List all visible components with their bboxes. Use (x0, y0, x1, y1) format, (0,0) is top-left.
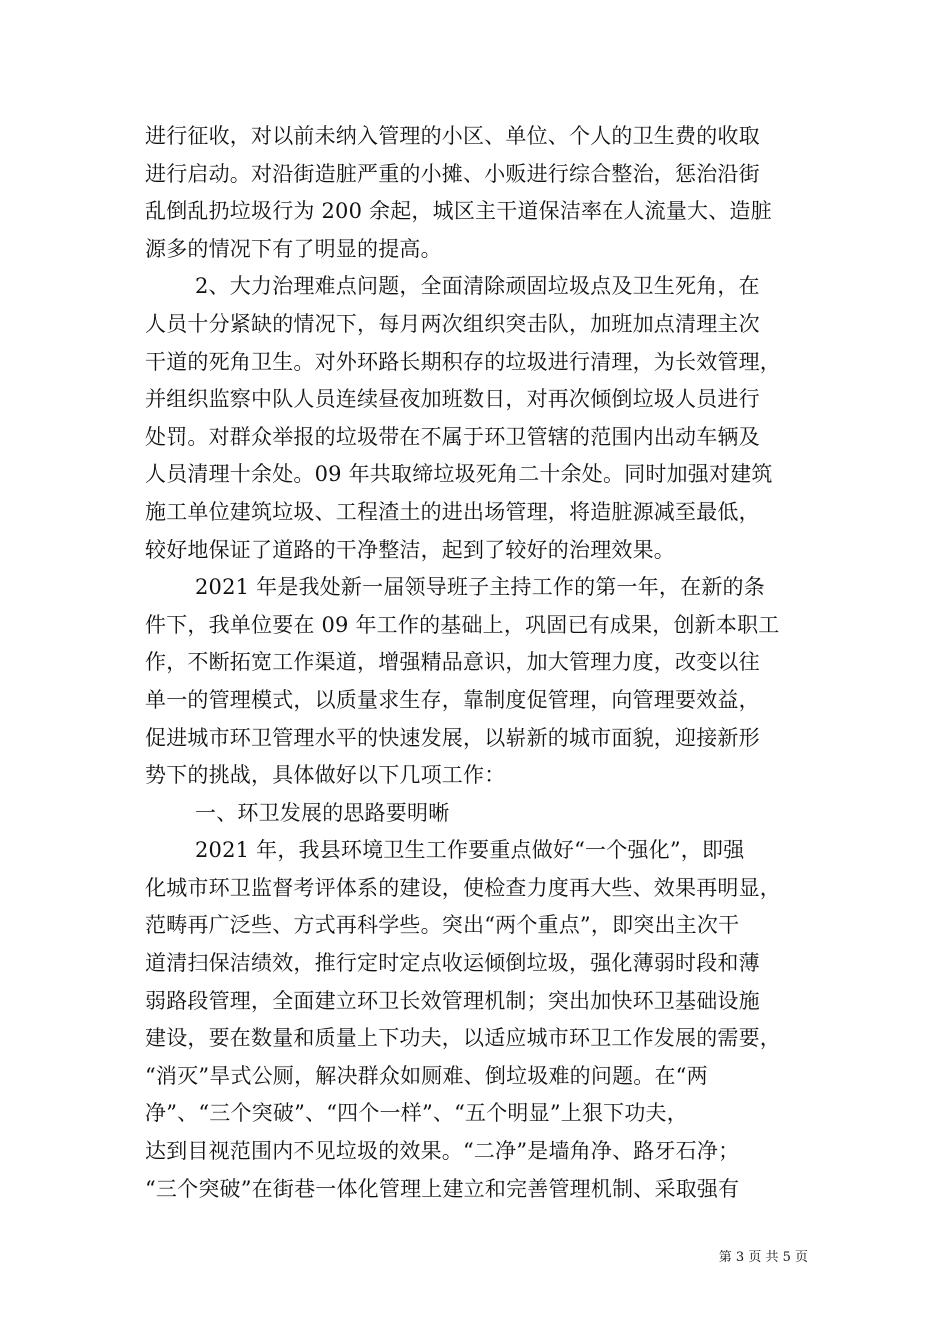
text-line: 并组织监察中队人员连续昼夜加班数日，对再次倾倒垃圾人员进行 (145, 387, 760, 412)
text-line: 乱倒乱扔垃圾行为 200 余起，城区主干道保洁率在人流量大、造脏 (145, 199, 772, 224)
text-line: 件下，我单位要在 09 年工作的基础上，巩固已有成果，创新本职工 (145, 612, 780, 637)
text-line: 2021 年是我处新一届领导班子主持工作的第一年，在新的条 (195, 575, 765, 600)
text-line: 化城市环卫监督考评体系的建设，使检查力度再大些、效果再明显， (145, 875, 781, 900)
page-number: 第 3 页 共 5 页 (718, 1250, 808, 1265)
text-line: 达到目视范围内不见垃圾的效果。“二净”是墙角净、路牙石净； (145, 1139, 740, 1164)
text-line: 施工单位建筑垃圾、工程渣土的进出场管理，将造脏源减至最低， (145, 499, 760, 524)
text-line: 作，不断拓宽工作渠道，增强精品意识，加大管理力度，改变以往 (145, 650, 760, 675)
text-line: 2、大力治理难点问题，全面清除顽固垃圾点及卫生死角，在 (195, 274, 760, 299)
text-line: 进行启动。对沿街造脏严重的小摊、小贩进行综合整治，惩治沿街 (145, 161, 760, 186)
text-line: 2021 年，我县环境卫生工作要重点做好“一个强化”，即强 (195, 838, 745, 863)
text-line: 范畴再广泛些、方式再科学些。突出“两个重点”，即突出主次干 (145, 913, 740, 938)
text-line: 弱路段管理，全面建立环卫长效管理机制；突出加快环卫基础设施 (145, 988, 760, 1013)
text-line: 建设，要在数量和质量上下功夫，以适应城市环卫工作发展的需要， (145, 1026, 781, 1051)
body-text (145, 118, 815, 1208)
text-line: 促进城市环卫管理水平的快速发展，以崭新的城市面貌，迎接新形 (145, 725, 760, 750)
text-line: 处罚。对群众举报的垃圾带在不属于环卫管辖的范围内出动车辆及 (145, 424, 760, 449)
text-line: 干道的死角卫生。对外环路长期积存的垃圾进行清理，为长效管理， (145, 349, 781, 374)
text-line: 人员清理十余处。09 年共取缔垃圾死角二十余处。同时加强对建筑 (145, 462, 773, 487)
text-line: 较好地保证了道路的干净整洁，起到了较好的治理效果。 (145, 537, 675, 562)
text-line: 势下的挑战，具体做好以下几项工作： (145, 763, 506, 788)
text-line: 道清扫保洁绩效，推行定时定点收运倾倒垃圾，强化薄弱时段和薄 (145, 951, 760, 976)
text-line: 一、环卫发展的思路要明晰 (195, 800, 450, 825)
text-line: 进行征收，对以前未纳入管理的小区、单位、个人的卫生费的收取 (145, 124, 760, 148)
text-line: “三个突破”在街巷一体化管理上建立和完善管理机制、采取强有 (145, 1176, 740, 1201)
text-line: 单一的管理模式，以质量求生存，靠制度促管理，向管理要效益， (145, 687, 760, 712)
text-line: 源多的情况下有了明显的提高。 (145, 236, 442, 261)
text-line: “消灭”旱式公厕，解决群众如厕难、倒垃圾难的问题。在“两 (145, 1063, 708, 1088)
text-line: 人员十分紧缺的情况下，每月两次组织突击队，加班加点清理主次 (145, 311, 760, 336)
text-line: 净”、“三个突破”、“四个一样”、“五个明显”上狠下功夫， (145, 1101, 688, 1126)
